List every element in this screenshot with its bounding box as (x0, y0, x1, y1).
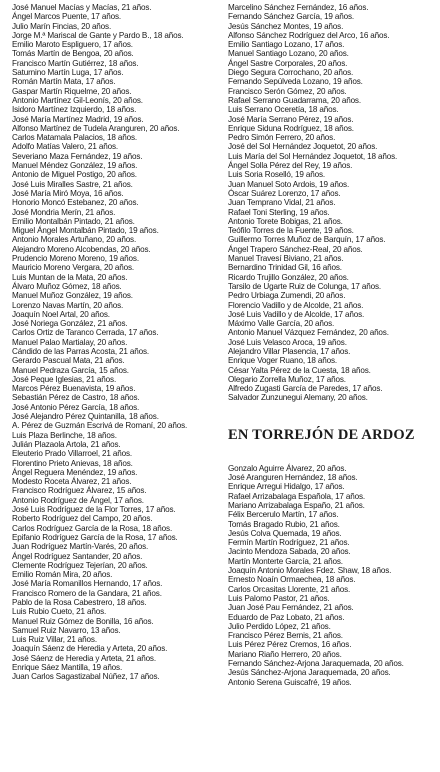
list-item: Marcos Pérez Buenavista, 19 años. (12, 384, 136, 394)
list-item: Juan Rodríguez Martín-Varés, 20 años. (12, 542, 149, 552)
list-item: José Luis Rodríguez de la Flor Torres, 17 años. (12, 505, 176, 515)
list-item: Alfonso Martínez de Tudela Aranguren, 20 años. (12, 123, 180, 133)
list-item: Ángel Rodríguez Santander, 20 años. (12, 551, 143, 561)
list-item: Tarsilo de Ugarte Ruiz de Colunga, 17 años. (228, 281, 381, 291)
list-item: Juan Carlos Sagastizabal Núñez, 17 años. (12, 672, 160, 682)
list-item: Florentino Prieto Anievas, 18 años. (12, 458, 133, 468)
list-item: Juan José Pau Fernández, 21 años. (228, 603, 354, 613)
list-item: Marcelino Sánchez Fernández, 16 años. (228, 3, 369, 12)
list-item: José del Sol Hernández Joquetot, 20 años. (228, 142, 378, 152)
list-item: Lorenzo Navas Martín, 20 años. (12, 300, 124, 310)
list-item: Francisco Serón Gómez, 20 años. (228, 86, 347, 96)
list-item: Luis Palomo Pastor, 21 años. (228, 593, 330, 603)
list-item: José Luis Miralles Sastre, 21 años. (12, 179, 133, 189)
list-item: Isidoro Martínez Izquierdo, 18 años. (12, 105, 137, 115)
list-item: Manuel Pedraza García, 15 años. (12, 365, 129, 375)
list-item: Alfonso Sánchez Rodríguez del Arco, 16 años. (228, 30, 390, 40)
list-item: Ángel Sastre Corporales, 20 años. (228, 58, 348, 68)
list-item: Tomás Bragado Rubio, 21 años. (228, 519, 340, 529)
list-item: Jesús Sánchez-Arjona Jaraquemada, 20 años. (228, 668, 391, 678)
list-item: Félix Bercerulo Martín, 17 años. (228, 510, 339, 520)
list-item: A. Pérez de Guzmán Escrivá de Romaní, 20 años. (12, 421, 188, 431)
list-item: Martín Monterte García, 21 años. (228, 556, 343, 566)
list-item: Pablo de la Rosa Cabestrero, 18 años. (12, 598, 147, 607)
list-item: José Luis Velasco Aroca, 19 años. (228, 337, 347, 347)
list-item: José Antonio Pérez García, 18 años. (12, 402, 140, 412)
list-item: Julio Marín Fincias, 20 años. (12, 21, 112, 31)
list-item: Fernando Sánchez García, 19 años. (228, 12, 355, 22)
torrejon-list (228, 464, 438, 687)
list-item: Alejandro Villar Plasencia, 17 años. (228, 346, 351, 356)
list-item: Carlos Orcasitas Llorente, 21 años. (228, 584, 351, 594)
list-item: Juan Temprano Vidal, 21 años. (228, 198, 336, 208)
list-item: Álvaro Muñoz Gómez, 18 años. (12, 281, 122, 291)
list-item: Teófilo Torres de la Fuente, 19 años. (228, 226, 354, 236)
list-item: Ernesto Noaín Ormaechea, 18 años. (228, 575, 356, 585)
list-item: Prudencio Moreno Moreno, 19 años. (12, 254, 139, 264)
list-item: José Alejandro Pérez Quintanilla, 18 años. (12, 412, 159, 422)
list-item: Salvador Zunzunegui Alemany, 20 años. (228, 393, 368, 403)
list-item: Ángel Marcos Puente, 17 años. (12, 12, 122, 22)
list-item: Manuel Santiago Lozano, 20 años. (228, 49, 349, 59)
list-item: Carlos Rodríguez García de la Rosa, 18 años. (12, 523, 173, 533)
right-column-list (228, 3, 438, 403)
list-item: Epifanio Rodríguez García de la Rosa, 17 años. (12, 532, 178, 542)
list-item: Emilio Maroto Espliguero, 17 años. (12, 40, 133, 50)
list-item: Florencio Vadillo y de Alcolde, 21 años. (228, 300, 364, 310)
left-column-list (12, 3, 217, 682)
list-item: Roberto Rodríguez del Campo, 20 años. (12, 514, 153, 524)
list-item: Juan Manuel Soto Ardois, 19 años. (228, 179, 350, 189)
list-item: Gaspar Martín Riquelme, 20 años. (12, 86, 132, 96)
list-item: Jesús Sánchez Montes, 19 años. (228, 21, 344, 31)
list-item: Manuel Ruiz Gómez de Bonilla, 16 años. (12, 616, 154, 626)
list-item: Carlos Matamala Palacios, 18 años. (12, 133, 137, 143)
list-item: Luis Pérez Pérez Cremos, 16 años. (228, 640, 352, 650)
list-item: José Noriega González, 21 años. (12, 319, 128, 329)
list-item: Francisco Romero de la Gandara, 21 años. (12, 588, 162, 598)
list-item: Antonio Torete Bobigas, 21 años. (228, 216, 343, 226)
list-item: Antonio Serena Guiscafré, 19 años. (228, 677, 352, 687)
list-item: Román Martín Mata, 17 años. (12, 77, 116, 87)
list-item: José Mondria Merín, 21 años. (12, 207, 116, 217)
list-item: Luis Plaza Berlinche, 18 años. (12, 430, 117, 440)
list-item: Francisco Pérez Bernis, 21 años. (228, 631, 343, 641)
list-item: Carlos Ortiz de Taranco Cerrada, 17 años. (12, 328, 159, 338)
list-item: Olegario Zorrella Muñoz, 17 años. (228, 374, 346, 384)
list-item: Luis Ruiz Villar, 21 años. (12, 635, 97, 645)
list-item: Emilio Román Mira, 20 años. (12, 570, 113, 580)
list-item: Antonio Rodríguez de Ángel, 17 años. (12, 495, 144, 505)
list-item: José María Serrano Pérez, 19 años. (228, 114, 354, 124)
list-item: Gonzalo Aguirre Álvarez, 20 años. (228, 463, 347, 473)
list-item: César Yalta Pérez de la Cuesta, 18 años. (228, 365, 371, 375)
right-column (228, 3, 438, 687)
list-item: Francisco Rodríguez Álvarez, 15 años. (12, 486, 147, 496)
list-item: Joaquín Noel Artal, 20 años. (12, 309, 110, 319)
list-item: Miguel Ángel Montalbán Pintado, 19 años. (12, 226, 159, 236)
list-item: Severiano Maza Fernández, 19 años. (12, 151, 143, 161)
list-item: Óscar Suárez Lorenzo, 17 años. (228, 188, 341, 198)
list-item: Gerardo Pascual Mata, 21 años. (12, 356, 125, 366)
list-item: Luis Rubio Cueto, 21 años. (12, 607, 107, 617)
list-item: Jorge M.ª Mariscal de Gante y Pardo B., 18 años. (12, 30, 184, 40)
list-item: Luis María del Sol Hernández Joquetot, 18 años. (228, 151, 398, 161)
list-item: José Sáenz de Heredia y Arteta, 21 años. (12, 653, 156, 663)
list-item: Rafael Serrano Guadarrama, 20 años. (228, 95, 361, 105)
list-item: Fernando Sepúlveda Lozano, 19 años. (228, 77, 363, 87)
list-item: Luis Muntan de la Mata, 20 años. (12, 272, 128, 282)
list-item: Enrique Siduna Rodríguez, 18 años. (228, 123, 354, 133)
list-item: Joaquín Sáenz de Heredia y Arteta, 20 años. (12, 644, 168, 654)
list-item: Rafael Arrizabalaga Española, 17 años. (228, 491, 366, 501)
list-item: Julián Plazaola Artola, 21 años. (12, 439, 121, 449)
list-item: Sebastián Pérez de Castro, 18 años. (12, 393, 140, 403)
list-item: Pedro Urbiaga Zumendi, 20 años. (228, 291, 346, 301)
list-item: Cándido de las Parras Acosta, 21 años. (12, 346, 150, 356)
list-item: Manuel Travesí Biviano, 21 años. (228, 254, 344, 264)
list-item: Adolfo Matías Valero, 21 años. (12, 142, 119, 152)
list-item: Emilio Montalbán Pintado, 21 años. (12, 216, 135, 226)
list-item: Modesto Roceta Álvarez, 21 años. (12, 477, 132, 487)
list-item: José María Martínez Madrid, 19 años. (12, 114, 144, 124)
section-heading: EN TORREJÓN DE ARDOZ (228, 426, 415, 443)
list-item: Mariano Riaño Herrero, 20 años. (228, 649, 342, 659)
list-item: Eduardo de Paz Lobato, 21 años. (228, 612, 345, 622)
list-item: José Manuel Macías y Macías, 21 años. (12, 3, 152, 12)
list-item: Ángel Trapero Sánchez-Real, 20 años. (228, 244, 363, 254)
list-item: Alejandro Moreno Alcobendas, 20 años. (12, 244, 151, 254)
list-item: Antonio Morales Artuñano, 20 años. (12, 235, 137, 245)
list-item: Diego Segura Corrochano, 20 años. (228, 68, 354, 78)
list-item: Bernardino Trinidad Gil, 16 años. (228, 263, 342, 273)
list-item: Fermín Martín Rodríguez, 21 años. (228, 538, 350, 548)
list-item: Ángel Solla Pérez del Rey, 19 años. (228, 161, 353, 171)
list-item: Enrique Sáez Mantilla, 19 años. (12, 663, 123, 673)
list-item: Manuel Muñoz González, 19 años. (12, 291, 133, 301)
list-item: Mariano Arrizabalaga Españo, 21 años. (228, 500, 365, 510)
list-item: Manuel Palao Martialay, 20 años. (12, 337, 128, 347)
list-item: Máximo Valle García, 20 años. (228, 319, 335, 329)
list-item: Luis Soria Roselló, 19 años. (228, 170, 325, 180)
list-item: Guillermo Torres Muñoz de Barquín, 17 años. (228, 235, 386, 245)
list-item: Pedro Simón Ferrero, 20 años. (228, 133, 336, 143)
list-item: Julio Perdido López, 21 años. (228, 621, 331, 631)
list-item: Ricardo Trujillo González, 20 años. (228, 272, 349, 282)
list-item: José María Romanillos Hernando, 17 años. (12, 579, 163, 589)
list-item: José Luis Vadillo y de Alcolde, 17 años. (228, 309, 365, 319)
list-item: Mauricio Moreno Vergara, 20 años. (12, 263, 134, 273)
list-item: Ángel Reguera Menéndez, 19 años. (12, 467, 138, 477)
list-item: Antonio de Miguel Postigo, 20 años. (12, 170, 137, 180)
list-item: Luis Serrano Oceretía, 18 años. (228, 105, 339, 115)
list-item: Honorio Moncó Estebanez, 20 años. (12, 198, 139, 208)
list-item: Tomás Martín de Bengoa, 20 años. (12, 49, 134, 59)
list-item: Joaquín Antonio Morales Fdez. Shaw, 18 años. (228, 566, 392, 576)
list-item: Jesús Colva Quemada, 19 años. (228, 528, 342, 538)
list-item: Antonio Manuel Vázquez Fernández, 20 años. (228, 328, 389, 338)
list-item: Alfredo Zugasti García de Paredes, 17 años. (228, 384, 383, 394)
list-item: Samuel Ruiz Navarro, 13 años. (12, 625, 121, 635)
list-item: Saturnino Martín Luga, 17 años. (12, 68, 124, 78)
list-item: José María Miró Moya, 16 años. (12, 188, 124, 198)
list-item: Eleuterio Prado Villarroel, 21 años. (12, 449, 133, 459)
list-item: José Peque Iglesias, 21 años. (12, 374, 117, 384)
list-item: Fernando Sánchez-Arjona Jaraquemada, 20 años. (228, 659, 404, 668)
list-item: Enrique Voger Ruano, 18 años. (228, 356, 338, 366)
list-item: José Aranguren Hernández, 18 años. (228, 473, 358, 483)
list-item: Manuel Méndez González, 19 años. (12, 161, 138, 171)
list-item: Francisco Martín Gutiérrez, 18 años. (12, 58, 139, 68)
list-item: Clemente Rodríguez Tejerían, 20 años. (12, 560, 148, 570)
list-item: Emilio Santiago Lozano, 17 años. (228, 40, 345, 50)
list-item: Antonio Martínez Gil-Leonís, 20 años. (12, 95, 143, 105)
list-item: Rafael Toni Sterling, 19 años. (228, 207, 330, 217)
list-item: Enrique Arregui Hidalgo, 17 años. (228, 482, 345, 492)
list-item: Jacinto Mendoza Sabada, 20 años. (228, 547, 351, 557)
